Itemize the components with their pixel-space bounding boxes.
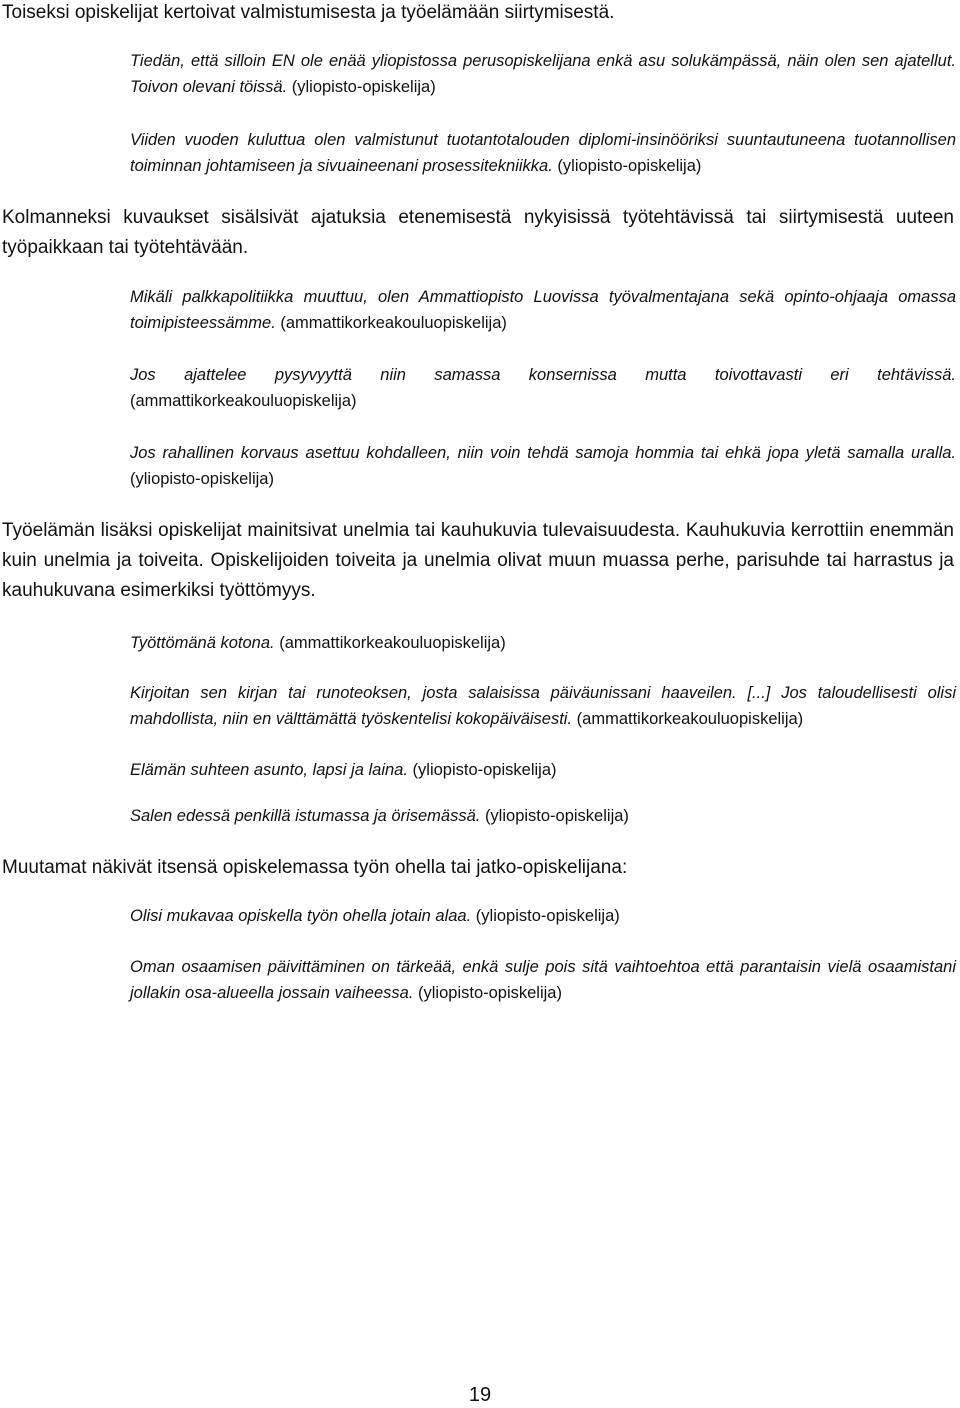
page-number: 19 [468, 1384, 492, 1406]
quote-source: (ammattikorkeakouluopiskelija) [576, 710, 804, 728]
quote-text: Elämän suhteen asunto, lapsi ja laina. [130, 761, 408, 779]
quote-block [130, 680, 956, 732]
quote-block [130, 903, 956, 929]
quote-source: (yliopisto-opiskelija) [484, 807, 629, 825]
quote-source: (yliopisto-opiskelija) [130, 470, 274, 488]
quote-source: (yliopisto-opiskelija) [412, 761, 557, 779]
quote-source: (yliopisto-opiskelija) [475, 907, 620, 925]
quote-block [130, 127, 956, 179]
quote-block [130, 284, 956, 336]
quote-block [130, 362, 956, 414]
paragraph-career-progress: Kolmanneksi kuvaukset sisälsivät ajatuksia etenemisestä nykyisissä työtehtävissä tai siirtymisestä uuteen työpaikkaan tai työtehtävään. [2, 207, 954, 258]
paragraph-dreams-fears: Työelämän lisäksi opiskelijat mainitsivat unelmia tai kauhukuvia tulevaisuudesta. Kauhukuvia kerrottiin enemmän kuin unelmia ja toiveita. Opiskelijoiden toiveita ja unelmia olivat muun muassa perhe, parisuhde tai harrastus ja kauhukuvana esimerkiksi työttömyys. [2, 520, 954, 601]
quote-text: Jos ajattelee pysyvyyttä niin samassa konsernissa mutta toivottavasti eri tehtävissä. [130, 366, 956, 384]
paragraph-further-study: Muutamat näkivät itsensä opiskelemassa työn ohella tai jatko-opiskelijana: [2, 857, 628, 878]
quote-source: (yliopisto-opiskelija) [557, 157, 702, 175]
quote-block [130, 630, 956, 656]
quote-text: Oman osaamisen päivittäminen on tärkeää, enkä sulje pois sitä vaihtoehtoa että parantaisin vielä osaamistani jollakin osa-alueella jossain vaiheessa. [130, 958, 956, 1002]
quote-block [130, 954, 956, 1006]
quote-text: Kirjoitan sen kirjan tai runoteoksen, josta salaisissa päiväunissani haaveilen. [...] Jos taloudellisesti olisi mahdollista, niin en välttämättä työskentelisi kokopäiväisesti. [130, 684, 956, 728]
quote-block [130, 48, 956, 100]
quote-text: Salen edessä penkillä istumassa ja örisemässä. [130, 807, 481, 825]
quote-text: Viiden vuoden kuluttua olen valmistunut tuotantotalouden diplomi-insinööriksi suuntautuneena tuotannollisen toiminnan johtamiseen ja sivuaineenani prosessitekniikka. [130, 131, 956, 175]
quote-text: Tiedän, että silloin EN ole enää yliopistossa perusopiskelijana enkä asu solukämpässä, näin olen sen ajatellut. Toivon olevani töissä. [130, 52, 956, 96]
quote-text: Olisi mukavaa opiskella työn ohella jotain alaa. [130, 907, 472, 925]
quote-source: (yliopisto-opiskelija) [291, 78, 436, 96]
quote-source: (yliopisto-opiskelija) [418, 984, 562, 1002]
quote-block [130, 440, 956, 492]
quote-source: (ammattikorkeakouluopiskelija) [130, 392, 357, 410]
quote-source: (ammattikorkeakouluopiskelija) [280, 314, 507, 332]
quote-text: Jos rahallinen korvaus asettuu kohdalleen, niin voin tehdä samoja hommia tai ehkä jopa yletä samalla uralla. [130, 444, 956, 462]
quote-text: Työttömänä kotona. [130, 634, 275, 652]
quote-source: (ammattikorkeakouluopiskelija) [279, 634, 506, 652]
quote-block [130, 803, 956, 829]
paragraph-graduation-intro: Toiseksi opiskelijat kertoivat valmistumisesta ja työelämään siirtymisestä. [2, 2, 615, 23]
quote-text: Mikäli palkkapolitiikka muuttuu, olen Ammattiopisto Luovissa työvalmentajana sekä opinto-ohjaaja omassa toimipisteessämme. [130, 288, 956, 332]
quote-block [130, 757, 956, 783]
